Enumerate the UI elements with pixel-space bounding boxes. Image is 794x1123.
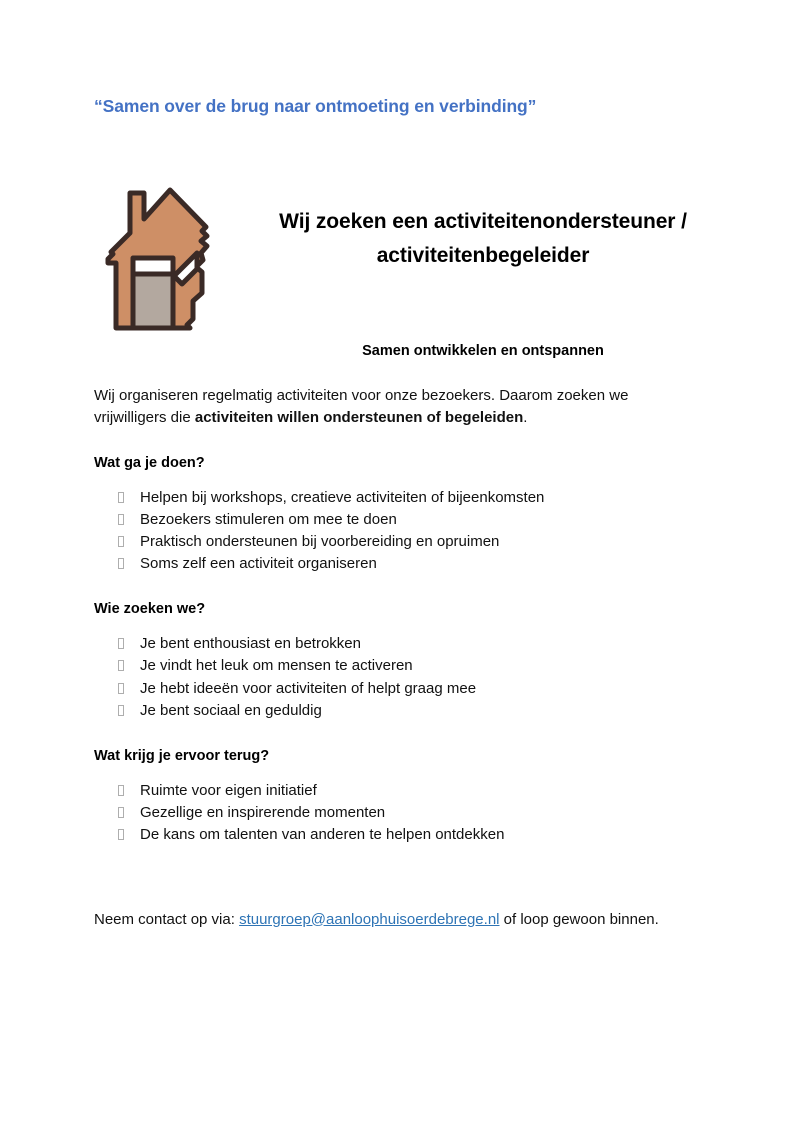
list-item — [94, 633, 702, 655]
list-item — [94, 531, 702, 553]
bullet-list-wie-zoeken-we — [94, 633, 702, 722]
contact-suffix: of loop gewoon binnen. — [499, 910, 659, 928]
list-item — [94, 678, 702, 700]
list-item — [94, 700, 702, 722]
intro-text-part2: . — [523, 408, 528, 426]
page-title: Wij zoeken een activiteitenondersteuner / activiteitenbegeleider — [279, 210, 687, 267]
slogan-heading: “Samen over de brug naar ontmoeting en verbinding” — [94, 96, 537, 116]
bullet-marker-icon — [118, 638, 124, 649]
list-item-label: Ruimte voor eigen initiatief — [140, 782, 317, 799]
intro-paragraph — [94, 385, 702, 429]
list-item-label: Je hebt ideeën voor activiteiten of helpt graag mee — [140, 679, 477, 697]
intro-text-part1: Wij organiseren regelmatig activiteiten voor onze bezoekers. Daarom zoeken we vrijwilligers die — [94, 387, 629, 426]
bullet-marker-icon — [118, 558, 124, 569]
section-heading-wie-zoeken-we: Wie zoeken we? — [94, 601, 206, 618]
document-content — [94, 0, 702, 930]
section-heading-wat-ga-je-doen: Wat ga je doen? — [94, 454, 205, 471]
section-heading-wat-krijg-je-ervoor-terug: Wat krijg je ervoor terug? — [94, 748, 270, 764]
list-item-label: De kans om talenten van anderen te helpen ontdekken — [140, 826, 505, 844]
list-item — [94, 780, 702, 802]
list-item — [94, 553, 702, 575]
list-item — [94, 655, 702, 677]
list-item-label: Gezellige en inspirerende momenten — [140, 804, 386, 822]
list-item-label: Je vindt het leuk om mensen te activeren — [140, 657, 413, 675]
list-item-label: Helpen bij workshops, creatieve activiteiten of bijeenkomsten — [140, 488, 545, 506]
transom-window-shape — [133, 258, 173, 274]
list-item-label: Bezoekers stimuleren om mee te doen — [140, 510, 397, 528]
bullet-marker-icon — [118, 514, 124, 525]
bullet-list-wat-ga-je-doen — [94, 487, 702, 576]
list-item-label: Soms zelf een activiteit organiseren — [140, 555, 377, 573]
bullet-marker-icon — [118, 829, 124, 840]
bullet-marker-icon — [118, 785, 124, 796]
contact-line — [94, 909, 702, 931]
list-item-label: Je bent enthousiast en betrokken — [140, 635, 361, 653]
intro-emphasis: activiteiten willen ondersteunen of begeleiden — [194, 408, 524, 426]
bullet-marker-icon — [118, 683, 124, 694]
list-item — [94, 802, 702, 824]
bullet-marker-icon — [118, 705, 124, 716]
list-item — [94, 509, 702, 531]
list-item — [94, 487, 702, 509]
house-logo — [102, 177, 232, 333]
list-item-label: Praktisch ondersteunen bij voorbereiding en opruimen — [140, 532, 500, 550]
bullet-marker-icon — [118, 536, 124, 547]
bullet-marker-icon — [118, 807, 124, 818]
house-icon — [102, 177, 232, 333]
contact-prefix: Neem contact op via: — [94, 910, 240, 928]
contact-email-link[interactable]: stuurgroep@aanloophuisoerdebrege.nl — [239, 910, 500, 928]
list-item-label: Je bent sociaal en geduldig — [140, 701, 322, 719]
bullet-marker-icon — [118, 492, 124, 503]
bullet-marker-icon — [118, 660, 124, 671]
bullet-list-wat-krijg-je-ervoor-terug — [94, 780, 702, 847]
list-item — [94, 824, 702, 846]
subtitle: Samen ontwikkelen en ontspannen — [362, 343, 604, 359]
hero-section — [94, 169, 702, 329]
door-shape — [133, 274, 173, 328]
